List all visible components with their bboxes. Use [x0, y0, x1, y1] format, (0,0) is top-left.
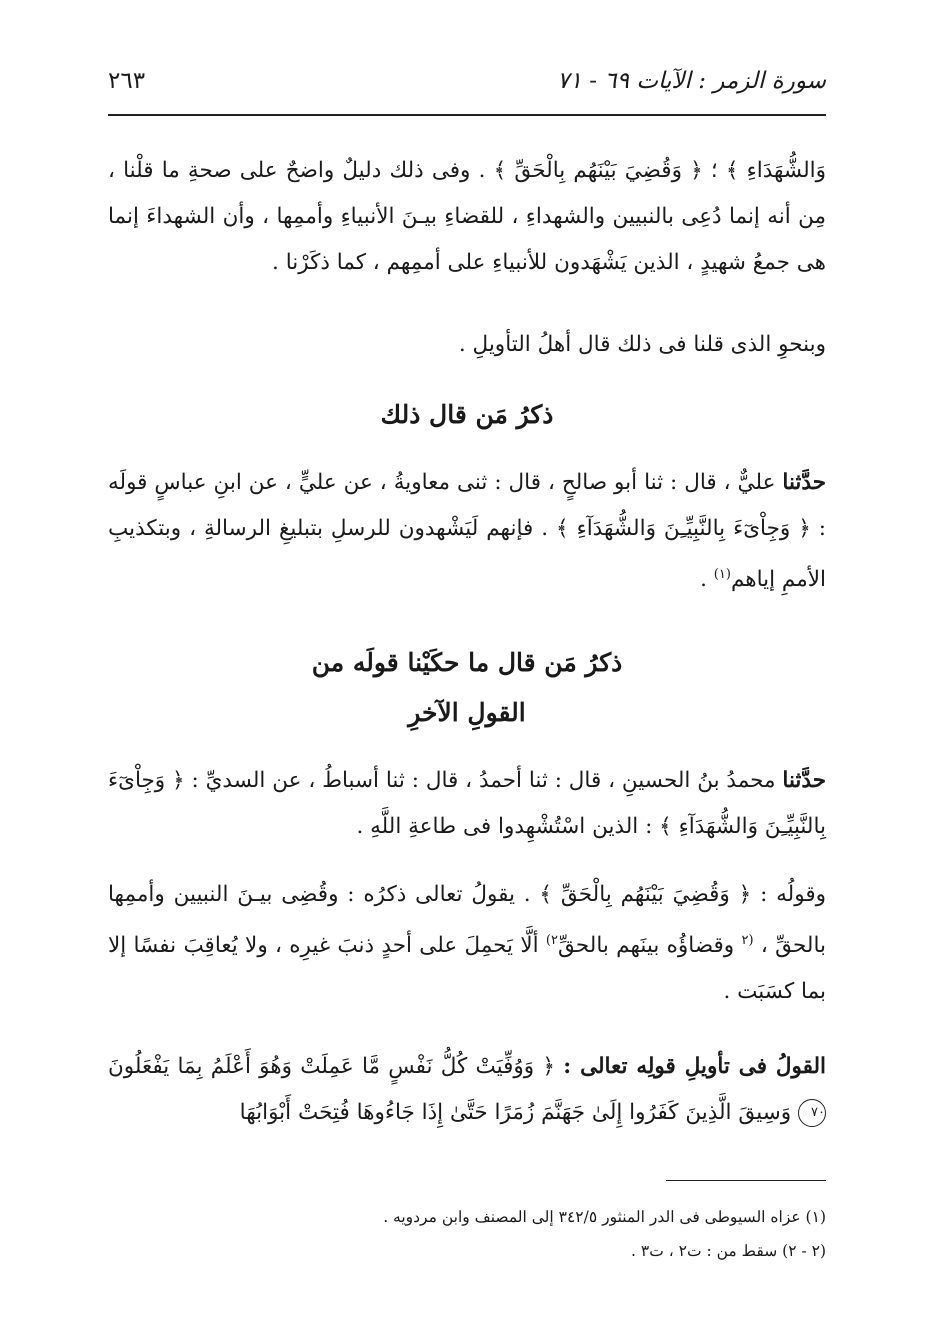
paragraph-6-end: وَسِيقَ الَّذِينَ كَفَرُوا إِلَىٰ جَهَنَّمَ زُمَرًا حَتَّىٰ إِذَا جَاءُوهَا فُتِحَتْ أَبْوَابُهَا: [239, 1100, 798, 1125]
footnote-separator: [666, 1180, 826, 1181]
section-heading-1: ذكرُ مَن قال ذلك: [380, 400, 554, 429]
running-title: سورة الزمر : الآيات ٦٩ - ٧١: [557, 68, 826, 94]
paragraph-4-lead: حدَّثنا: [782, 768, 826, 793]
section-heading-2-line-2: القولِ الآخرِ: [408, 698, 526, 727]
paragraph-3: [108, 460, 826, 603]
paragraph-5: [108, 872, 826, 1015]
paragraph-6-lead: القولُ فى تأويلِ قولِه تعالى :: [563, 1054, 826, 1079]
footnote-1: (١) عزاه السيوطى فى الدر المنثور ٣٤٢/٥ إلى المصنف وابن مردويه .: [383, 1208, 826, 1226]
section-heading-2-line-1: ذكرُ مَن قال ما حكَيْنا قولَه من: [311, 648, 623, 677]
paragraph-3-body: عليٌّ ، قال : ثنا أبو صالحٍ ، قال : ثنى معاويةُ ، عن عليٍّ ، عن ابنِ عباسٍ قولَه : ﴿ وَجِاْىٓءَ بِالنَّبِيِّـِنَ وَالشُّهَدَآءِ ﴾ . فإنهم لَيَشْهدون للرسلِ بتبليغِ الرسالةِ ، وبتكذيبِ الأممِ إياهم: [108, 470, 826, 593]
paragraph-6: [108, 1044, 826, 1136]
paragraph-5-mid: وقضاؤُه بينَهم بالحقِّ: [557, 933, 742, 959]
footnote-ref-1: (١): [713, 567, 731, 582]
page-header: [108, 60, 826, 116]
paragraph-3-end: .: [700, 567, 714, 593]
footnote-ref-2-end: ٢): [545, 933, 558, 948]
paragraph-6-body: ﴿ وَوُفِّيَتْ كُلُّ نَفْسٍ مَّا عَمِلَتْ وَهُوَ أَعْلَمُ بِمَا يَفْعَلُونَ: [108, 1054, 564, 1079]
paragraph-4: [108, 758, 826, 850]
paragraph-1: وَالشُّهَدَاءِ ﴾ ؛ ﴿ وَقُضِيَ بَيْنَهُم بِالْحَقِّ ﴾ . وفى ذلك دليلٌ واضحٌ على صحةِ ما قلْنا ، مِن أنه إنما دُعِى بالنبيين والشهداءِ ، للقضاءِ بيـنَ الأنبياءِ وأممِها ، وأن الشهداءَ إنما هى جمعُ شهيدٍ ، الذين يَشْهَدون للأنبياءِ على أممِهم ، كما ذكَرْنا .: [108, 158, 826, 275]
document-page: [108, 60, 826, 1290]
paragraph-3-lead: حدَّثنا: [782, 470, 826, 495]
footnote-ref-2-start: (٢: [741, 933, 754, 948]
paragraph-5-body: وقولُه : ﴿ وَقُضِيَ بَيْنَهُم بِالْحَقِّ ﴾ . يقولُ تعالى ذكرُه : وقُضِى بيـنَ النبيين وأممِها بالحقِّ ،: [108, 882, 826, 959]
verse-number-marker: ٧٠: [798, 1099, 826, 1127]
paragraph-2: وبنحوِ الذى قلنا فى ذلك قال أهلُ التأويلِ .: [458, 332, 826, 357]
page-number: ٢٦٣: [108, 68, 146, 94]
footnote-2: (٢ - ٢) سقط من : ت٢ ، ت٣ .: [631, 1242, 826, 1260]
paragraph-5-end: ألَّا يَحمِلَ على أحدٍ ذنبَ غيرِه ، ولا يُعاقِبَ نفسًا إلا بما كسَبَت .: [108, 933, 826, 1005]
paragraph-4-body: محمدُ بنُ الحسينِ ، قال : ثنا أحمدُ ، قال : ثنا أسباطُ ، عن السديِّ : ﴿ وَجِاْىٓءَ بِالنَّبِيِّـِنَ وَالشُّهَدَآءِ ﴾ : الذين اسْتُشْهِدوا فى طاعةِ اللَّهِ .: [108, 768, 826, 839]
